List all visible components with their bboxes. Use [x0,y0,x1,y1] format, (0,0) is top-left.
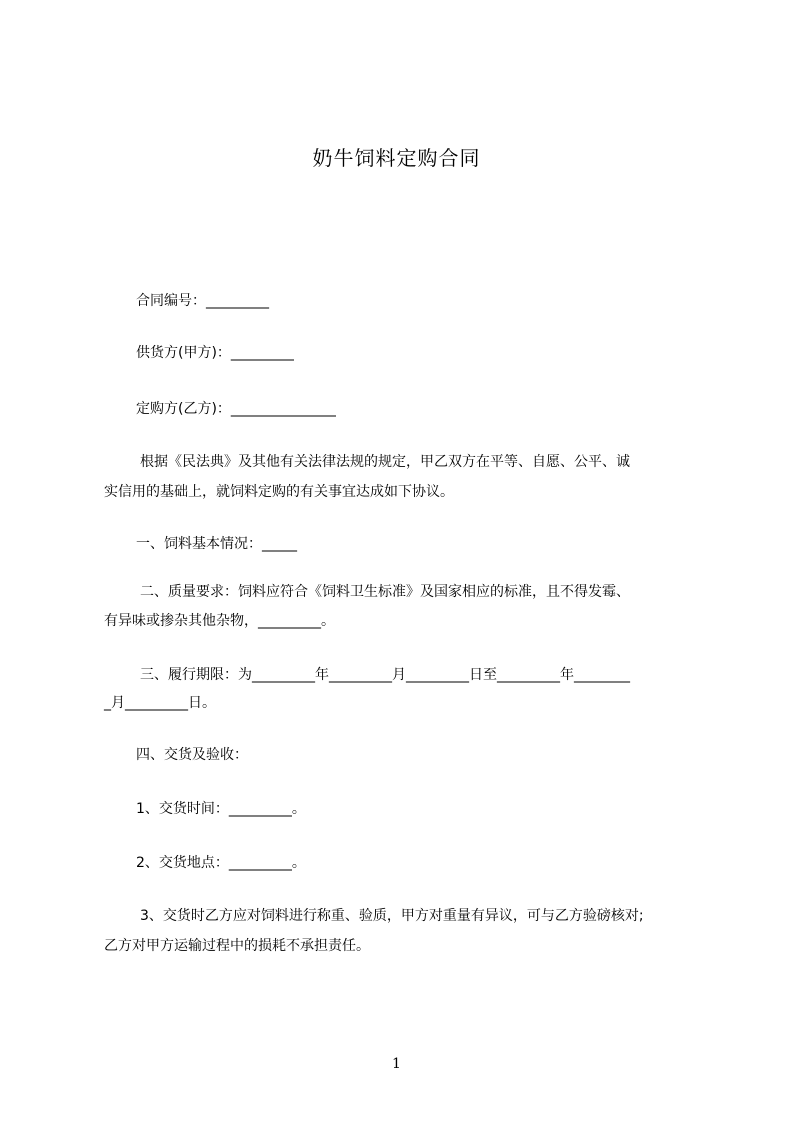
section-3-line-2: _月_________日。 [104,695,216,711]
page-number: 1 [392,1056,401,1072]
delivery-time-item: 1、交货时间：_________。 [136,801,306,817]
inspection-item-line-2: 乙方对甲方运输过程中的损耗不承担责任。 [104,938,370,954]
document-title: 奶牛饲料定购合同 [312,146,481,170]
section-4-heading: 四、交货及验收： [136,747,248,763]
section-3-line-1: 三、履行期限：为_________年_________月_________日至_________年________ [140,667,630,683]
contract-number-field: 合同编号：_________ [136,293,269,309]
section-1-heading: 一、饲料基本情况：_____ [136,536,297,552]
preamble-line-1: 根据《民法典》及其他有关法律法规的规定，甲乙双方在平等、自愿、公平、诚 [140,454,630,470]
delivery-location-item: 2、交货地点：_________。 [136,855,306,871]
section-2-line-1: 二、质量要求：饲料应符合《饲料卫生标准》及国家相应的标准，且不得发霉、 [140,584,630,600]
supplier-field: 供货方(甲方)：_________ [136,345,294,361]
preamble-line-2: 实信用的基础上，就饲料定购的有关事宜达成如下协议。 [104,484,454,500]
buyer-field: 定购方(乙方)：_______________ [136,401,336,417]
section-2-line-2: 有异味或掺杂其他杂物，_________。 [104,613,335,629]
inspection-item-line-1: 3、交货时乙方应对饲料进行称重、验质，甲方对重量有异议，可与乙方验磅核对; [140,908,644,924]
